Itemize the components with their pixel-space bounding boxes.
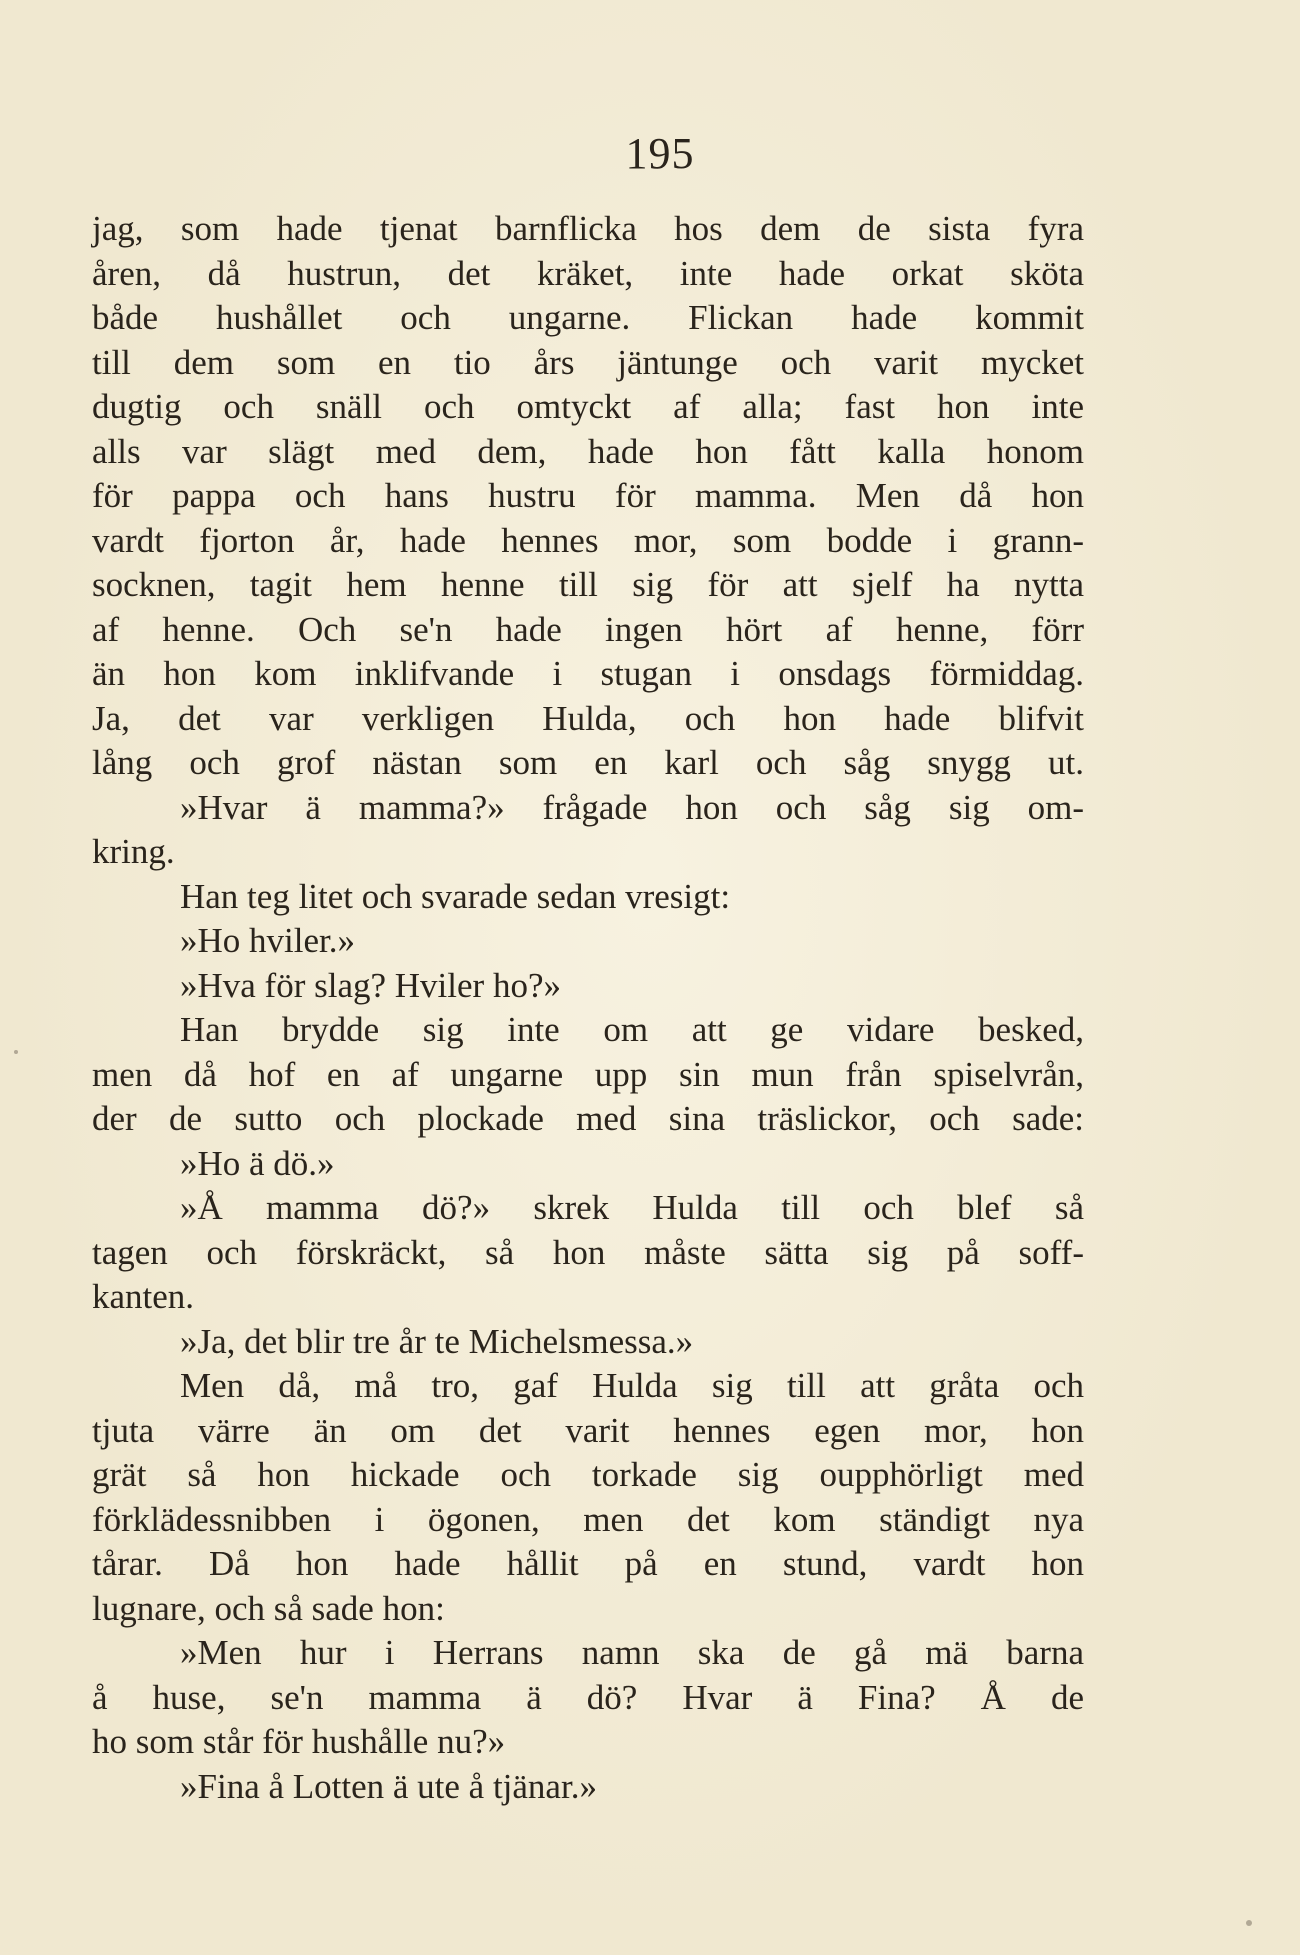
text-line: »Hva för slag? Hviler ho?»: [180, 965, 561, 1005]
text-line: der de sutto och plockade med sina träslickor, och sade:: [92, 1099, 1084, 1138]
text-line: å huse, se'n mamma ä dö? Hvar ä Fina? Å de: [92, 1677, 1084, 1717]
text-line: dugtig och snäll och omtyckt af alla; fast hon inte: [92, 387, 1084, 426]
text-line: lugnare, och så sade hon:: [92, 1588, 445, 1628]
text-line: grät så hon hickade och torkade sig oupphörligt med: [92, 1455, 1084, 1494]
text-line: tagen och förskräckt, så hon måste sätta sig på soff-: [92, 1232, 1084, 1272]
text-line: åren, då hustrun, det kräket, inte hade orkat sköta: [92, 253, 1084, 293]
text-line: kring.: [92, 832, 175, 871]
text-line: »Å mamma dö?» skrek Hulda till och blef så: [180, 1188, 1084, 1227]
text-line: förklädessnibben i ögonen, men det kom ständigt nya: [92, 1499, 1084, 1539]
text-line: »Fina å Lotten ä ute å tjänar.»: [180, 1766, 597, 1806]
paper-speck: [1246, 1920, 1252, 1926]
text-line: för pappa och hans hustru för mamma. Men då hon: [92, 476, 1084, 515]
text-line: ho som står för hushålle nu?»: [92, 1722, 506, 1761]
text-line: än hon kom inklifvande i stugan i onsdags förmiddag.: [92, 654, 1084, 693]
text-line: »Ho ä dö.»: [180, 1143, 335, 1183]
text-line: Han brydde sig inte om att ge vidare besked,: [180, 1010, 1084, 1049]
text-line: men då hof en af ungarne upp sin mun från spiselvrån,: [92, 1054, 1084, 1094]
text-line: socknen, tagit hem henne till sig för att sjelf ha nytta: [92, 565, 1084, 604]
text-line: vardt fjorton år, hade hennes mor, som bodde i grann-: [92, 520, 1084, 560]
text-line: till dem som en tio års jäntunge och varit mycket: [92, 342, 1084, 382]
text-line: Men då, må tro, gaf Hulda sig till att gråta och: [180, 1366, 1084, 1405]
text-line: lång och grof nästan som en karl och såg snygg ut.: [92, 743, 1084, 782]
text-line: »Men hur i Herrans namn ska de gå mä barna: [180, 1633, 1084, 1672]
paper-speck: [14, 1050, 18, 1054]
text-line: Ja, det var verkligen Hulda, och hon hade blifvit: [92, 698, 1084, 738]
text-line: tjuta värre än om det varit hennes egen mor, hon: [92, 1410, 1084, 1450]
text-line: tårar. Då hon hade hållit på en stund, vardt hon: [92, 1544, 1084, 1583]
text-line: »Ja, det blir tre år te Michelsmessa.»: [180, 1321, 694, 1361]
text-line: både hushållet och ungarne. Flickan hade kommit: [92, 298, 1084, 337]
text-line: »Hvar ä mamma?» frågade hon och såg sig om-: [180, 787, 1084, 827]
text-line: kanten.: [92, 1277, 195, 1316]
text-line: Han teg litet och svarade sedan vresigt:: [180, 876, 731, 916]
text-line: jag, som hade tjenat barnflicka hos dem de sista fyra: [92, 209, 1084, 248]
text-line: »Ho hviler.»: [180, 921, 355, 960]
page-number: 195: [625, 129, 695, 178]
text-line: alls var slägt med dem, hade hon fått kalla honom: [92, 431, 1084, 471]
body-text: [92, 207, 1084, 1809]
text-line: af henne. Och se'n hade ingen hört af henne, förr: [92, 609, 1084, 649]
